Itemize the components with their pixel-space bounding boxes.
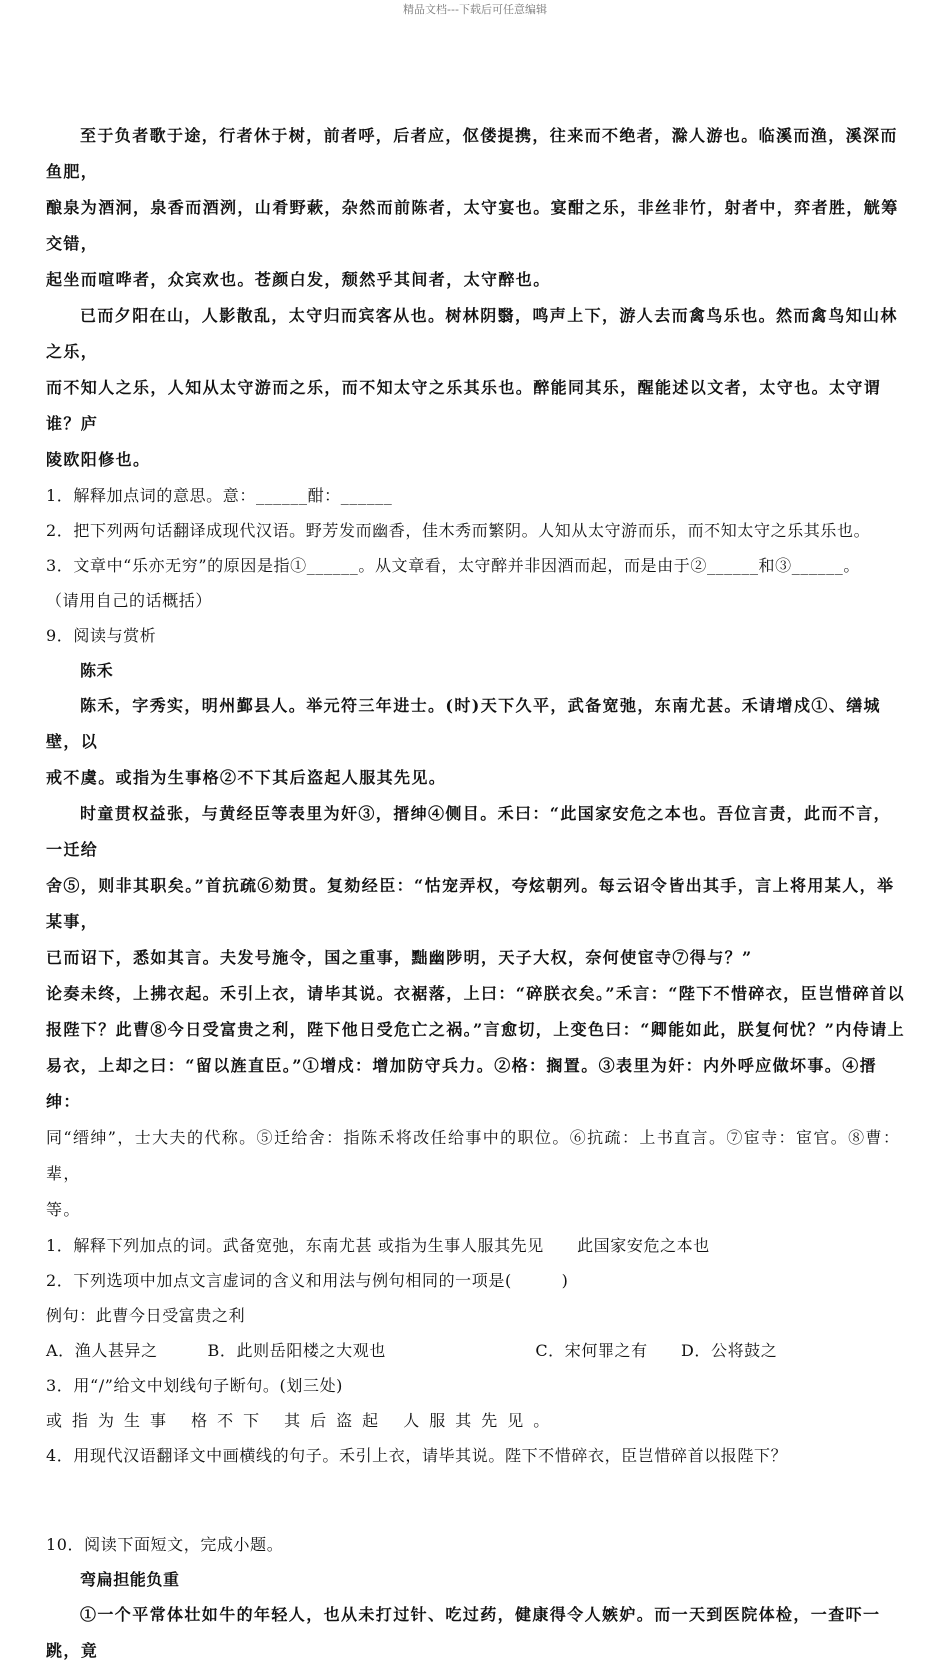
text-line-14: 戒不虞。或指为生事格②不下其后盗起人服其先见。 bbox=[46, 768, 447, 787]
text-line-13: 陈禾，字秀实，明州鄞县人。举元符三年进士。(时)天下久平，武备宽弛，东南尤甚。禾请增戍①、缮城壁，以 bbox=[46, 696, 881, 751]
text-line-7: 1．解释加点词的意思。意：______酣：______ bbox=[46, 486, 393, 505]
text-line-32: 弯扁担能负重 bbox=[80, 1570, 180, 1589]
text-line-1: 至于负者歌于途，行者休于树，前者呼，后者应，伛偻提携，往来而不绝者，滁人游也。临溪而渔，溪深而鱼肥， bbox=[46, 126, 898, 181]
text-line-2: 酿泉为酒泂，泉香而酒洌，山肴野蔌，杂然而前陈者，太守宴也。宴酣之乐，非丝非竹，射者中，弈者胜，觥筹交错， bbox=[46, 198, 899, 253]
text-line-28: 或指为生事 格不下 其后盗起 人服其先见。 bbox=[46, 1411, 560, 1430]
text-line-10: （请用自己的话概括） bbox=[46, 591, 213, 610]
text-line-33: ①一个平常体壮如牛的年轻人，也从未打过针、吃过药，健康得令人嫉妒。而一天到医院体检，一查吓一跳，竟 bbox=[46, 1605, 881, 1660]
page-header: 精品文档---下载后可任意编辑 bbox=[403, 3, 547, 16]
text-line-25: 例句：此曹今日受富贵之利 bbox=[46, 1306, 246, 1325]
text-line-8: 2．把下列两句话翻译成现代汉语。野芳发而幽香，佳木秀而繁阴。人知从太守游而乐，而不知太守之乐其乐也。 bbox=[46, 521, 871, 540]
text-line-5: 而不知人之乐，人知从太守游而之乐，而不知太守之乐其乐也。醉能同其乐，醒能述以文者，太守也。太守谓谁？庐 bbox=[46, 378, 882, 433]
text-line-21: 同“缙绅”，士大夫的代称。⑤迁给舍：指陈禾将改任给事中的职位。⑥抗疏：上书直言。⑦宦寺：宦官。⑧曹：辈， bbox=[46, 1128, 901, 1183]
text-line-31: 10．阅读下面短文，完成小题。 bbox=[46, 1535, 284, 1554]
text-line-9: 3．文章中“乐亦无穷”的原因是指①______。从文章看，太守醉并非因酒而起，而是由于②______和③______。 bbox=[46, 556, 860, 575]
text-line-12: 陈禾 bbox=[80, 661, 114, 680]
text-line-24: 2．下列选项中加点文言虚词的含义和用法与例句相同的一项是( ) bbox=[46, 1271, 569, 1290]
text-line-15: 时童贯权益张，与黄经臣等表里为奸③，搢绅④侧目。禾曰：“此国家安危之本也。吾位言责，此而不言，一迁给 bbox=[46, 804, 892, 859]
text-line-18: 论奏未终，上拂衣起。禾引上衣，请毕其说。衣裾落，上曰：“碎朕衣矣。”禾言：“陛下不惜碎衣，臣岂惜碎首以 bbox=[46, 984, 906, 1003]
text-line-16: 舍⑤，则非其职矣。”首抗疏⑥劾贯。复劾经臣：“怙宠弄权，夸炫朝列。每云诏令皆出其手，言上将用某人，举某事， bbox=[46, 876, 895, 931]
document-body bbox=[46, 118, 908, 1669]
text-line-23: 1．解释下列加点的词。武备宽弛，东南尤甚 或指为生事人服其先见 此国家安危之本也 bbox=[46, 1236, 710, 1255]
text-line-3: 起坐而喧哗者，众宾欢也。苍颜白发，颓然乎其间者，太守醉也。 bbox=[46, 270, 551, 289]
text-line-6: 陵欧阳修也。 bbox=[46, 450, 151, 469]
text-line-4: 已而夕阳在山，人影散乱，太守归而宾客从也。树林阴翳，鸣声上下，游人去而禽鸟乐也。然而禽鸟知山林之乐， bbox=[46, 306, 898, 361]
text-line-19: 报陛下？此曹⑧今日受富贵之利，陛下他日受危亡之祸。”言愈切，上变色曰：“卿能如此，朕复何忧？”内侍请上 bbox=[46, 1020, 906, 1039]
text-line-11: 9．阅读与赏析 bbox=[46, 626, 157, 645]
text-line-20: 易衣，上却之曰：“留以旌直臣。”①增戍：增加防守兵力。②格：搁置。③表里为奸：内外呼应做坏事。④搢绅： bbox=[46, 1056, 878, 1111]
text-line-17: 已而诏下，悉如其言。夫发号施令，国之重事，黜幽陟明，天子大权，奈何使宦寺⑦得与？” bbox=[46, 948, 753, 967]
text-line-27: 3．用“/”给文中划线句子断句。(划三处) bbox=[46, 1376, 344, 1395]
text-line-30 bbox=[46, 1489, 908, 1511]
text-line-22: 等。 bbox=[46, 1200, 81, 1219]
text-line-26: A．渔人甚异之 B．此则岳阳楼之大观也 C．宋何罪之有 D．公将鼓之 bbox=[46, 1341, 778, 1360]
text-line-29: 4．用现代汉语翻译文中画横线的句子。禾引上衣，请毕其说。陛下不惜碎衣，臣岂惜碎首以报陛下？ bbox=[46, 1446, 788, 1465]
